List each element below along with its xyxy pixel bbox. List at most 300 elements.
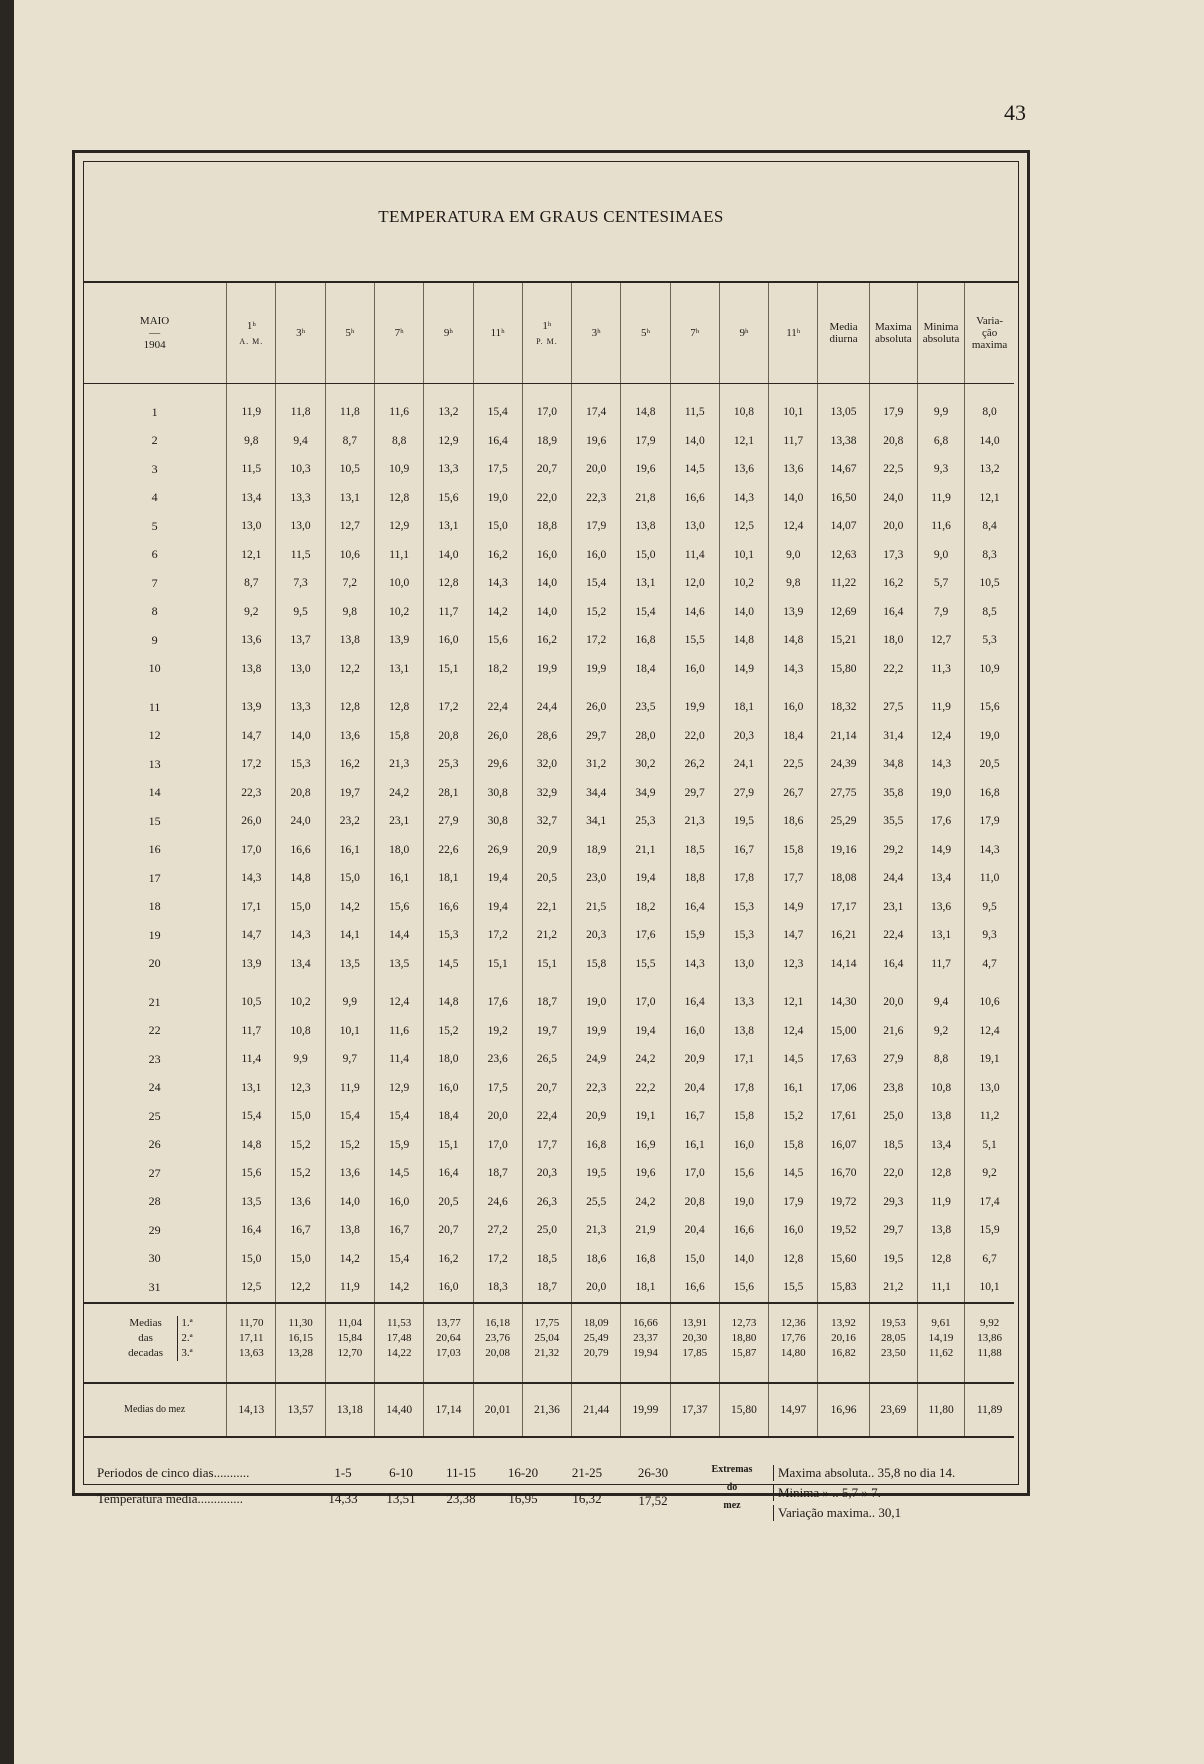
table-cell: 15,6 <box>375 893 424 922</box>
table-cell: 29,3 <box>869 1188 917 1217</box>
day-number: 24 <box>148 1080 161 1095</box>
table-cell: 19,1 <box>965 1045 1014 1074</box>
table-cell: 15,4 <box>621 598 670 627</box>
table-cell: 15,8 <box>572 950 621 979</box>
table-cell: 12,7 <box>917 626 964 655</box>
table-cell: 18,5 <box>670 836 719 865</box>
table-cell: 11,6 <box>375 1017 424 1046</box>
table-cell: 14,8 <box>276 864 325 893</box>
table-cell: 19,5 <box>572 1159 621 1188</box>
table-cell: 15,5 <box>621 950 670 979</box>
table-cell: 17,61 <box>818 1102 869 1131</box>
decade-value: 23,37 <box>633 1331 658 1344</box>
table-cell: 34,8 <box>869 750 917 779</box>
table-cell: 17,2 <box>473 1245 522 1274</box>
table-cell: 17,8 <box>719 864 768 893</box>
table-cell: 34,1 <box>572 807 621 836</box>
month-means-label: Medias do mez <box>83 1383 227 1437</box>
table-cell: 8,5 <box>965 598 1014 627</box>
table-cell: 18,1 <box>424 864 473 893</box>
table-cell: 13,9 <box>227 950 276 979</box>
decade-value: 23,76 <box>485 1331 511 1344</box>
table-cell: 24,4 <box>869 864 917 893</box>
table-cell: 14,0 <box>719 598 768 627</box>
day-number: 8 <box>151 604 158 619</box>
table-cell: 19,2 <box>473 1017 522 1046</box>
month-mean-cell: 21,36 <box>522 1383 571 1437</box>
table-cell: 19,9 <box>670 683 719 722</box>
table-cell: 16,6 <box>276 836 325 865</box>
day-number: 28 <box>148 1194 161 1209</box>
table-cell: 16,9 <box>621 1131 670 1160</box>
table-row <box>83 1017 1014 1046</box>
table-cell: 13,3 <box>424 455 473 484</box>
table-cell: 17,6 <box>917 807 964 836</box>
table-row <box>83 598 1014 627</box>
table-cell: 14,3 <box>917 750 964 779</box>
table-cell: 19,9 <box>572 1017 621 1046</box>
table-cell: 15,0 <box>276 1102 325 1131</box>
table-cell: 10,8 <box>719 384 768 427</box>
table-cell: 26,7 <box>769 779 818 808</box>
table-cell: 9,9 <box>325 978 374 1017</box>
header-minima-absoluta <box>917 283 964 384</box>
decade-value: 19,94 <box>633 1346 658 1359</box>
table-cell: 28,6 <box>522 722 571 751</box>
table-cell: 19,0 <box>917 779 964 808</box>
decade-ordinal-2: 2.ª <box>181 1331 193 1344</box>
table-cell: 10,1 <box>325 1017 374 1046</box>
day-number: 26 <box>148 1137 161 1152</box>
table-cell: 16,2 <box>325 750 374 779</box>
decade-value: 16,66 <box>633 1316 658 1329</box>
table-cell: 12,1 <box>965 484 1014 513</box>
table-cell: 16,70 <box>818 1159 869 1188</box>
table-cell: 13,5 <box>227 1188 276 1217</box>
table-cell: 15,8 <box>375 722 424 751</box>
table-cell: 22,4 <box>522 1102 571 1131</box>
table-cell: 29,6 <box>473 750 522 779</box>
period-temperature: 16,95 <box>508 1491 538 1506</box>
decade-value: 13,86 <box>977 1331 1002 1344</box>
table-cell: 25,0 <box>522 1216 571 1245</box>
table-cell: 13,8 <box>621 512 670 541</box>
table-cell: 35,8 <box>869 779 917 808</box>
table-cell: 18,7 <box>473 1159 522 1188</box>
table-cell: 13,3 <box>276 683 325 722</box>
table-cell: 11,5 <box>670 384 719 427</box>
table-cell: 19,6 <box>621 1159 670 1188</box>
table-cell: 14,14 <box>818 950 869 979</box>
table-cell: 13,1 <box>227 1074 276 1103</box>
table-cell: 21,14 <box>818 722 869 751</box>
decade-label-1: Medias <box>129 1316 162 1329</box>
table-cell: 13,0 <box>276 655 325 684</box>
table-cell: 14,2 <box>325 1245 374 1274</box>
table-cell: 18,0 <box>869 626 917 655</box>
period-temperature: 14,33 <box>328 1491 358 1506</box>
table-cell: 15,5 <box>670 626 719 655</box>
month-mean-cell: 11,80 <box>917 1383 964 1437</box>
table-cell: 19,52 <box>818 1216 869 1245</box>
table-cell: 14,3 <box>227 864 276 893</box>
table-cell: 14,5 <box>670 455 719 484</box>
header-hour: 5ʰ <box>325 283 374 384</box>
table-cell: 14,3 <box>276 921 325 950</box>
table-cell: 20,0 <box>869 978 917 1017</box>
table-cell: 14,8 <box>621 384 670 427</box>
table-cell: 12,8 <box>769 1245 818 1274</box>
table-cell: 26,0 <box>473 722 522 751</box>
decade-means-cell <box>473 1303 522 1383</box>
table-cell: 10,5 <box>325 455 374 484</box>
table-row <box>83 921 1014 950</box>
table-cell: 12,8 <box>424 569 473 598</box>
day-number: 13 <box>148 756 161 771</box>
table-cell: 17,9 <box>869 384 917 427</box>
table-cell: 15,6 <box>473 626 522 655</box>
table-cell: 17,17 <box>818 893 869 922</box>
header-var-1: Varia- <box>976 314 1003 327</box>
decade-value: 11,88 <box>977 1346 1002 1359</box>
table-cell: 12,1 <box>227 541 276 570</box>
pm-label: P. M. <box>536 336 558 346</box>
table-cell: 27,75 <box>818 779 869 808</box>
table-cell: 15,3 <box>719 921 768 950</box>
table-cell: 15,6 <box>719 1273 768 1303</box>
table-frame <box>72 150 1030 1520</box>
table-cell: 14,0 <box>325 1188 374 1217</box>
table-cell: 11,9 <box>917 683 964 722</box>
table-cell: 14,30 <box>818 978 869 1017</box>
table-cell: 13,9 <box>375 626 424 655</box>
table-cell: 16,4 <box>473 427 522 456</box>
day-number: 11 <box>148 699 161 714</box>
periods-label: Periodos de cinco dias........... <box>97 1465 250 1480</box>
table-cell: 24,4 <box>522 683 571 722</box>
table-cell: 9,8 <box>325 598 374 627</box>
table-cell: 9,9 <box>917 384 964 427</box>
table-cell: 13,1 <box>325 484 374 513</box>
table-cell: 9,8 <box>227 427 276 456</box>
table-cell: 20,4 <box>670 1074 719 1103</box>
table-cell: 16,6 <box>670 1273 719 1303</box>
table-cell: 19,16 <box>818 836 869 865</box>
table-cell: 18,7 <box>522 1273 571 1303</box>
day-number: 1 <box>151 404 158 419</box>
table-cell: 10,5 <box>965 569 1014 598</box>
decade-value: 28,05 <box>880 1331 906 1344</box>
period-value: 21-25 <box>571 1465 603 1480</box>
table-cell: 20,7 <box>522 1074 571 1103</box>
table-cell: 16,8 <box>621 1245 670 1274</box>
table-cell: 32,0 <box>522 750 571 779</box>
table-cell: 23,5 <box>621 683 670 722</box>
table-cell: 16,0 <box>670 1017 719 1046</box>
header-maxima-1: Maxima <box>874 320 912 333</box>
decade-value: 21,32 <box>534 1346 560 1359</box>
decade-value: 17,03 <box>436 1346 461 1359</box>
table-row <box>83 427 1014 456</box>
table-cell: 19,72 <box>818 1188 869 1217</box>
table-cell: 14,3 <box>473 569 522 598</box>
table-cell: 11,6 <box>917 512 964 541</box>
table-cell: 14,0 <box>965 427 1014 456</box>
table-cell: 11,4 <box>670 541 719 570</box>
table-cell: 34,9 <box>621 779 670 808</box>
table-cell: 16,0 <box>375 1188 424 1217</box>
decade-value: 13,92 <box>831 1316 856 1329</box>
table-cell: 16,0 <box>424 626 473 655</box>
table-cell: 14,8 <box>227 1131 276 1160</box>
table-cell: 16,07 <box>818 1131 869 1160</box>
table-cell: 11,7 <box>227 1017 276 1046</box>
table-cell: 18,0 <box>424 1045 473 1074</box>
day-number: 9 <box>151 632 158 647</box>
table-cell: 8,4 <box>965 512 1014 541</box>
table-cell: 20,0 <box>572 1273 621 1303</box>
table-cell: 20,5 <box>965 750 1014 779</box>
table-cell: 12,4 <box>375 978 424 1017</box>
day-number: 12 <box>148 728 161 743</box>
table-cell: 13,8 <box>917 1216 964 1245</box>
table-row <box>83 864 1014 893</box>
table-cell: 27,9 <box>869 1045 917 1074</box>
decade-value: 20,30 <box>682 1331 708 1344</box>
table-cell: 20,3 <box>572 921 621 950</box>
table-row <box>83 722 1014 751</box>
table-cell: 17,4 <box>572 384 621 427</box>
hour-label: 1ʰ <box>246 319 256 332</box>
table-cell: 9,0 <box>917 541 964 570</box>
decade-means-cell <box>965 1303 1014 1383</box>
table-cell: 17,63 <box>818 1045 869 1074</box>
table-cell: 18,5 <box>522 1245 571 1274</box>
table-cell: 17,6 <box>473 978 522 1017</box>
table-cell: 12,69 <box>818 598 869 627</box>
decade-ordinal-3: 3.ª <box>181 1346 193 1359</box>
table-cell: 20,8 <box>276 779 325 808</box>
table-cell: 16,8 <box>965 779 1014 808</box>
header-hour: 7ʰ <box>670 283 719 384</box>
table-cell: 19,4 <box>621 864 670 893</box>
table-cell: 14,9 <box>769 893 818 922</box>
header-hour: 3ʰ <box>276 283 325 384</box>
table-cell: 29,7 <box>869 1216 917 1245</box>
period-temperature: 13,51 <box>386 1491 416 1506</box>
table-cell: 15,4 <box>375 1102 424 1131</box>
table-cell: 15,8 <box>719 1102 768 1131</box>
table-cell: 17,0 <box>473 1131 522 1160</box>
table-cell: 10,0 <box>375 569 424 598</box>
month-mean-cell: 14,97 <box>769 1383 818 1437</box>
extreme-maximum: Maxima absoluta.. 35,8 no dia 14. <box>773 1465 955 1481</box>
table-cell: 20,3 <box>522 1159 571 1188</box>
table-cell: 27,2 <box>473 1216 522 1245</box>
table-cell: 18,0 <box>375 836 424 865</box>
table-cell: 13,8 <box>325 626 374 655</box>
period-value: 1-5 <box>334 1465 352 1480</box>
document-page <box>14 0 1204 1764</box>
table-cell: 16,8 <box>621 626 670 655</box>
table-cell: 15,4 <box>572 569 621 598</box>
period-value: 6-10 <box>389 1465 413 1480</box>
table-cell: 11,9 <box>917 484 964 513</box>
table-cell: 17,4 <box>965 1188 1014 1217</box>
table-cell: 9,2 <box>917 1017 964 1046</box>
table-cell: 14,5 <box>769 1045 818 1074</box>
table-cell: 17,0 <box>522 384 571 427</box>
header-hour: 3ʰ <box>572 283 621 384</box>
decade-means-label <box>83 1303 227 1383</box>
table-row <box>83 893 1014 922</box>
table-cell: 12,4 <box>769 1017 818 1046</box>
table-cell: 16,0 <box>424 1273 473 1303</box>
table-cell: 15,0 <box>227 1245 276 1274</box>
table-cell: 15,1 <box>424 1131 473 1160</box>
extremes-label <box>701 1461 763 1515</box>
decade-value: 19,53 <box>880 1316 906 1329</box>
day-number: 14 <box>148 785 161 800</box>
table-cell: 22,2 <box>621 1074 670 1103</box>
table-cell: 23,1 <box>869 893 917 922</box>
period-value: 11-15 <box>446 1465 476 1480</box>
table-cell: 11,4 <box>227 1045 276 1074</box>
decade-value: 13,28 <box>288 1346 313 1359</box>
table-cell: 19,0 <box>719 1188 768 1217</box>
table-cell: 16,4 <box>227 1216 276 1245</box>
table-cell: 16,4 <box>670 893 719 922</box>
table-cell: 24,1 <box>719 750 768 779</box>
decade-value: 15,84 <box>337 1331 363 1344</box>
table-cell: 25,3 <box>621 807 670 836</box>
day-number: 15 <box>148 813 161 828</box>
table-cell: 23,0 <box>572 864 621 893</box>
table-cell: 12,63 <box>818 541 869 570</box>
decade-value: 13,63 <box>238 1346 264 1359</box>
table-cell: 19,7 <box>325 779 374 808</box>
table-cell: 13,6 <box>276 1188 325 1217</box>
table-cell: 20,9 <box>522 836 571 865</box>
table-cell: 19,1 <box>621 1102 670 1131</box>
table-cell: 14,2 <box>473 598 522 627</box>
table-cell: 26,9 <box>473 836 522 865</box>
table-cell: 16,21 <box>818 921 869 950</box>
table-cell: 16,0 <box>424 1074 473 1103</box>
table-cell: 24,6 <box>473 1188 522 1217</box>
table-cell: 34,4 <box>572 779 621 808</box>
table-cell: 19,7 <box>522 1017 571 1046</box>
table-cell: 22,3 <box>572 484 621 513</box>
table-cell: 18,1 <box>719 683 768 722</box>
table-cell: 15,0 <box>473 512 522 541</box>
table-cell: 15,2 <box>276 1159 325 1188</box>
table-cell: 13,6 <box>227 626 276 655</box>
table-cell: 20,7 <box>522 455 571 484</box>
table-cell: 11,7 <box>769 427 818 456</box>
period-value: 16-20 <box>507 1465 539 1480</box>
month-mean-cell: 13,57 <box>276 1383 325 1437</box>
table-cell: 15,6 <box>965 683 1014 722</box>
table-cell: 17,5 <box>473 455 522 484</box>
day-number: 21 <box>148 994 161 1009</box>
table-cell: 20,7 <box>424 1216 473 1245</box>
table-cell: 25,29 <box>818 807 869 836</box>
decade-value: 11,62 <box>928 1346 954 1359</box>
table-cell: 21,2 <box>869 1273 917 1303</box>
table-cell: 13,3 <box>719 978 768 1017</box>
table-cell: 20,4 <box>670 1216 719 1245</box>
decade-means-cell <box>869 1303 917 1383</box>
table-cell: 13,0 <box>670 512 719 541</box>
day-number: 4 <box>151 490 158 505</box>
table-cell: 12,4 <box>769 512 818 541</box>
table-row <box>83 836 1014 865</box>
table-cell: 13,8 <box>227 655 276 684</box>
header-var-2: ção <box>981 326 998 339</box>
table-cell: 12,5 <box>719 512 768 541</box>
table-cell: 15,4 <box>473 384 522 427</box>
table-cell: 14,4 <box>375 921 424 950</box>
table-cell: 18,08 <box>818 864 869 893</box>
table-cell: 17,9 <box>572 512 621 541</box>
table-cell: 6,7 <box>965 1245 1014 1274</box>
decade-value: 16,15 <box>288 1331 313 1344</box>
table-cell: 17,0 <box>227 836 276 865</box>
header-minima-1: Minima <box>923 320 959 333</box>
table-cell: 17,2 <box>424 683 473 722</box>
table-cell: 15,83 <box>818 1273 869 1303</box>
table-cell: 16,1 <box>375 864 424 893</box>
table-cell: 9,3 <box>965 921 1014 950</box>
table-cell: 11,1 <box>917 1273 964 1303</box>
table-cell: 16,2 <box>522 626 571 655</box>
period-value: 26-30 <box>637 1465 669 1480</box>
table-cell: 16,2 <box>869 569 917 598</box>
decade-value: 16,18 <box>485 1316 511 1329</box>
decade-ordinal-1: 1.ª <box>181 1316 193 1329</box>
table-cell: 11,22 <box>818 569 869 598</box>
decade-means-cell <box>522 1303 571 1383</box>
table-cell: 16,0 <box>670 655 719 684</box>
table-cell: 14,07 <box>818 512 869 541</box>
table-cell: 14,1 <box>325 921 374 950</box>
table-cell: 22,6 <box>424 836 473 865</box>
table-cell: 18,2 <box>473 655 522 684</box>
header-media-2: diurna <box>829 333 858 345</box>
table-row <box>83 807 1014 836</box>
table-cell: 22,3 <box>227 779 276 808</box>
month-mean-cell: 17,37 <box>670 1383 719 1437</box>
table-cell: 15,8 <box>769 1131 818 1160</box>
decade-means-cell <box>621 1303 670 1383</box>
table-cell: 15,6 <box>227 1159 276 1188</box>
table-cell: 14,9 <box>719 655 768 684</box>
table-cell: 15,5 <box>769 1273 818 1303</box>
decade-means-cell <box>375 1303 424 1383</box>
table-cell: 9,3 <box>917 455 964 484</box>
table-cell: 19,0 <box>572 978 621 1017</box>
table-cell: 18,4 <box>424 1102 473 1131</box>
table-cell: 13,38 <box>818 427 869 456</box>
decade-ordinals <box>177 1316 192 1361</box>
table-cell: 13,5 <box>375 950 424 979</box>
table-cell: 15,00 <box>818 1017 869 1046</box>
table-cell: 12,0 <box>670 569 719 598</box>
table-cell: 12,5 <box>227 1273 276 1303</box>
table-cell: 14,3 <box>670 950 719 979</box>
table-cell: 15,60 <box>818 1245 869 1274</box>
